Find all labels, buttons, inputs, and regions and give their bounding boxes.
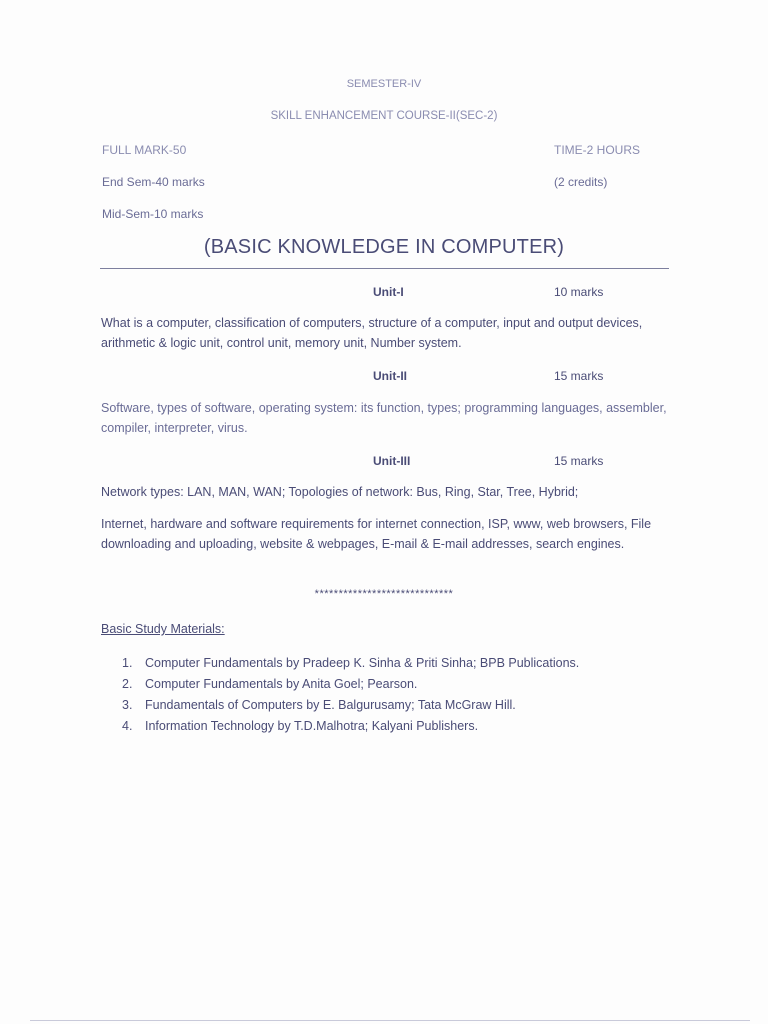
scan-edge-line — [30, 1020, 750, 1021]
unit-3-description-1: Network types: LAN, MAN, WAN; Topologies of network: Bus, Ring, Star, Tree, Hybrid; — [101, 485, 579, 499]
list-item-number: 4. — [122, 719, 133, 733]
list-item-text: Information Technology by T.D.Malhotra; Kalyani Publishers. — [145, 719, 479, 733]
study-materials-heading: Basic Study Materials: — [101, 622, 225, 636]
list-item-number: 2. — [122, 677, 133, 691]
unit-1-marks: 10 marks — [554, 285, 604, 299]
list-item-text: Computer Fundamentals by Pradeep K. Sinha & Priti Sinha; BPB Publications. — [145, 656, 580, 670]
full-mark-text: FULL MARK-50 — [102, 143, 187, 157]
unit-1-name: Unit-I — [373, 285, 404, 299]
unit-3-description-2: Internet, hardware and software requirements for internet connection, ISP, www, web browsers, File downloading and uploading, website & webpages, E-mail & E-mail addresses, search engines. — [101, 517, 652, 551]
course-heading: SKILL ENHANCEMENT COURSE-II(SEC-2) — [270, 110, 498, 122]
list-item-text: Computer Fundamentals by Anita Goel; Pearson. — [145, 677, 418, 691]
study-materials-list — [122, 653, 579, 737]
end-sem-text: End Sem-40 marks — [102, 175, 205, 189]
list-item — [122, 653, 579, 674]
list-item-number: 3. — [122, 698, 133, 712]
unit-3-marks: 15 marks — [554, 454, 604, 468]
title-underline — [100, 268, 669, 269]
unit-3-name: Unit-III — [373, 454, 411, 468]
mid-sem-text: Mid-Sem-10 marks — [102, 207, 204, 221]
list-item — [122, 695, 579, 716]
unit-1-description: What is a computer, classification of computers, structure of a computer, input and output devices, arithmetic & logic unit, control unit, memory unit, Number system. — [101, 316, 643, 350]
unit-2-marks: 15 marks — [554, 369, 604, 383]
course-title: (BASIC KNOWLEDGE IN COMPUTER) — [203, 236, 565, 258]
unit-2-description: Software, types of software, operating system: its function, types; programming languages, assembler, compiler, interpreter, virus. — [101, 401, 667, 435]
section-separator: ***************************** — [314, 588, 454, 600]
credits-text: (2 credits) — [554, 175, 608, 189]
time-text: TIME-2 HOURS — [554, 143, 641, 157]
list-item-number: 1. — [122, 656, 133, 670]
semester-heading: SEMESTER-IV — [346, 78, 422, 90]
list-item — [122, 674, 579, 695]
unit-2-name: Unit-II — [373, 369, 407, 383]
list-item-text: Fundamentals of Computers by E. Balgurusamy; Tata McGraw Hill. — [145, 698, 516, 712]
list-item — [122, 716, 579, 737]
